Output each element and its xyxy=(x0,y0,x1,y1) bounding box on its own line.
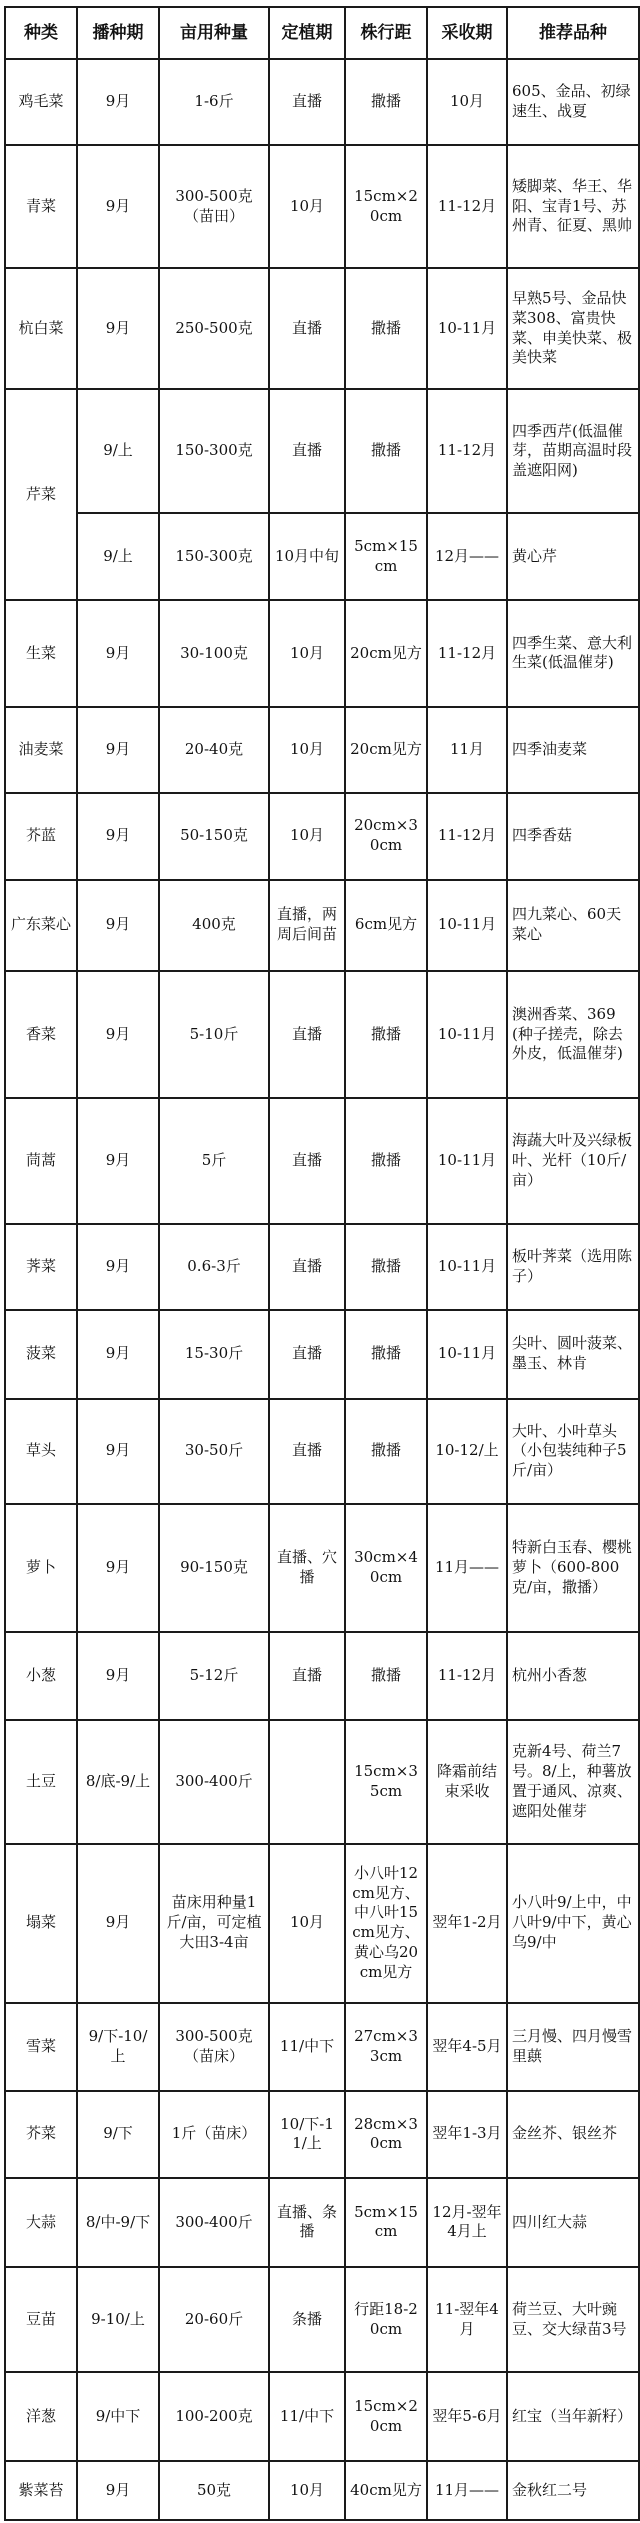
cell-crop: 菠菜 xyxy=(5,1310,77,1399)
cell-sowing: 9月 xyxy=(77,971,159,1098)
cell-crop: 草头 xyxy=(5,1399,77,1504)
table-row xyxy=(5,793,639,880)
cell-harvest: 10月 xyxy=(427,59,507,145)
cell-sowing: 9月 xyxy=(77,1224,159,1310)
cell-seed: 300-500克（苗田） xyxy=(159,145,269,268)
cell-sowing: 9月 xyxy=(77,1399,159,1504)
cell-harvest: 10-11月 xyxy=(427,1098,507,1223)
cell-crop: 萝卜 xyxy=(5,1504,77,1632)
cell-spacing: 撒播 xyxy=(345,1224,427,1310)
cell-variety: 黄心芹 xyxy=(507,513,639,600)
cell-harvest: 10-11月 xyxy=(427,1224,507,1310)
cell-planting: 11/中下 xyxy=(269,2372,345,2461)
table-row xyxy=(5,2178,639,2267)
cell-harvest: 11-12月 xyxy=(427,1632,507,1720)
cell-sowing: 9月 xyxy=(77,145,159,268)
cell-variety: 早熟5号、金品快菜308、富贵快菜、申美快菜、极美快菜 xyxy=(507,268,639,389)
cell-spacing: 行距18-20cm xyxy=(345,2267,427,2372)
cell-spacing: 5cm×15cm xyxy=(345,513,427,600)
cell-spacing: 小八叶12cm见方、中八叶15cm见方、黄心乌20cm见方 xyxy=(345,1844,427,2003)
cell-seed: 5-10斤 xyxy=(159,971,269,1098)
cell-variety: 四九菜心、60天菜心 xyxy=(507,880,639,971)
cell-planting: 直播 xyxy=(269,971,345,1098)
cell-spacing: 撒播 xyxy=(345,1310,427,1399)
table-row xyxy=(5,2372,639,2461)
header-crop: 种类 xyxy=(5,7,77,59)
cell-sowing: 9月 xyxy=(77,59,159,145)
cell-crop: 鸡毛菜 xyxy=(5,59,77,145)
cell-sowing: 9月 xyxy=(77,1504,159,1632)
cell-crop: 土豆 xyxy=(5,1720,77,1843)
cell-variety: 矮脚菜、华王、华阳、宝青1号、苏州青、征夏、黑帅 xyxy=(507,145,639,268)
cell-spacing: 20cm×30cm xyxy=(345,793,427,880)
cell-seed: 400克 xyxy=(159,880,269,971)
table-row xyxy=(5,600,639,706)
table-row xyxy=(5,971,639,1098)
cell-planting xyxy=(269,1720,345,1843)
cell-harvest: 11-12月 xyxy=(427,145,507,268)
cell-harvest: 11月—— xyxy=(427,2461,507,2520)
cell-planting: 直播 xyxy=(269,268,345,389)
header-sowing: 播种期 xyxy=(77,7,159,59)
cell-harvest: 10-12/上 xyxy=(427,1399,507,1504)
cell-sowing: 8/底-9/上 xyxy=(77,1720,159,1843)
cell-spacing: 15cm×20cm xyxy=(345,145,427,268)
table-row xyxy=(5,1224,639,1310)
cell-seed: 50克 xyxy=(159,2461,269,2520)
cell-spacing: 撒播 xyxy=(345,1632,427,1720)
cell-crop: 广东菜心 xyxy=(5,880,77,971)
cell-seed: 5斤 xyxy=(159,1098,269,1223)
table-row xyxy=(5,1720,639,1843)
table-row xyxy=(5,2003,639,2091)
cell-spacing: 28cm×30cm xyxy=(345,2091,427,2178)
cell-variety: 红宝（当年新籽） xyxy=(507,2372,639,2461)
table-row xyxy=(5,1310,639,1399)
cell-variety: 荷兰豆、大叶豌豆、交大绿苗3号 xyxy=(507,2267,639,2372)
cell-sowing: 9/下-10/上 xyxy=(77,2003,159,2091)
table-row xyxy=(5,1844,639,2003)
cell-variety: 605、金品、初绿速生、战夏 xyxy=(507,59,639,145)
cell-variety: 特新白玉春、樱桃萝卜（600-800克/亩，撒播） xyxy=(507,1504,639,1632)
cell-spacing: 6cm见方 xyxy=(345,880,427,971)
cell-sowing: 9/下 xyxy=(77,2091,159,2178)
cell-crop: 雪菜 xyxy=(5,2003,77,2091)
cell-seed: 1-6斤 xyxy=(159,59,269,145)
cell-seed: 30-50斤 xyxy=(159,1399,269,1504)
cell-spacing: 30cm×40cm xyxy=(345,1504,427,1632)
cell-variety: 三月慢、四月慢雪里蕻 xyxy=(507,2003,639,2091)
table-header-row xyxy=(5,7,639,59)
cell-variety: 大叶、小叶草头（小包装纯种子5斤/亩） xyxy=(507,1399,639,1504)
cell-harvest: 11-12月 xyxy=(427,389,507,513)
table-row xyxy=(5,268,639,389)
cell-planting: 10月 xyxy=(269,2461,345,2520)
cell-planting: 11/中下 xyxy=(269,2003,345,2091)
cell-planting: 直播、穴播 xyxy=(269,1504,345,1632)
cell-crop: 芥菜 xyxy=(5,2091,77,2178)
cell-sowing: 8/中-9/下 xyxy=(77,2178,159,2267)
cell-harvest: 翌年5-6月 xyxy=(427,2372,507,2461)
table-row xyxy=(5,513,639,600)
cell-variety: 尖叶、圆叶菠菜、墨玉、林肯 xyxy=(507,1310,639,1399)
cell-harvest: 10-11月 xyxy=(427,971,507,1098)
cell-harvest: 翌年4-5月 xyxy=(427,2003,507,2091)
cell-spacing: 撒播 xyxy=(345,1399,427,1504)
cell-harvest: 11月 xyxy=(427,707,507,793)
cell-spacing: 27cm×33cm xyxy=(345,2003,427,2091)
cell-harvest: 翌年1-3月 xyxy=(427,2091,507,2178)
cell-harvest: 12月-翌年4月上 xyxy=(427,2178,507,2267)
cell-seed: 300-400斤 xyxy=(159,2178,269,2267)
cell-spacing: 撒播 xyxy=(345,389,427,513)
header-harvest: 采收期 xyxy=(427,7,507,59)
cell-crop: 芹菜 xyxy=(5,389,77,600)
cell-spacing: 撒播 xyxy=(345,971,427,1098)
cell-sowing: 9月 xyxy=(77,600,159,706)
cell-planting: 直播 xyxy=(269,1399,345,1504)
header-planting: 定植期 xyxy=(269,7,345,59)
cell-spacing: 撒播 xyxy=(345,268,427,389)
cell-variety: 板叶荠菜（选用陈子） xyxy=(507,1224,639,1310)
cell-harvest: 10-11月 xyxy=(427,1310,507,1399)
cell-crop: 茼蒿 xyxy=(5,1098,77,1223)
cell-sowing: 9/上 xyxy=(77,513,159,600)
cell-variety: 澳洲香菜、369(种子搓壳，除去外皮，低温催芽) xyxy=(507,971,639,1098)
cell-planting: 直播 xyxy=(269,59,345,145)
cell-spacing: 5cm×15cm xyxy=(345,2178,427,2267)
cell-seed: 300-500克（苗床） xyxy=(159,2003,269,2091)
cell-sowing: 9/中下 xyxy=(77,2372,159,2461)
cell-crop: 香菜 xyxy=(5,971,77,1098)
cell-seed: 20-40克 xyxy=(159,707,269,793)
table-row xyxy=(5,59,639,145)
cell-sowing: 9月 xyxy=(77,707,159,793)
cell-harvest: 11月—— xyxy=(427,1504,507,1632)
cell-variety: 四季西芹(低温催芽，苗期高温时段盖遮阳网) xyxy=(507,389,639,513)
cell-planting: 直播 xyxy=(269,1224,345,1310)
table-row xyxy=(5,1504,639,1632)
cell-variety: 四季生菜、意大利生菜(低温催芽) xyxy=(507,600,639,706)
cell-planting: 10月 xyxy=(269,1844,345,2003)
table-row xyxy=(5,2091,639,2178)
cell-harvest: 11-12月 xyxy=(427,793,507,880)
cell-spacing: 15cm×35cm xyxy=(345,1720,427,1843)
cell-sowing: 9月 xyxy=(77,1632,159,1720)
cell-sowing: 9-10/上 xyxy=(77,2267,159,2372)
cell-seed: 50-150克 xyxy=(159,793,269,880)
cell-harvest: 翌年1-2月 xyxy=(427,1844,507,2003)
cell-seed: 90-150克 xyxy=(159,1504,269,1632)
cell-spacing: 20cm见方 xyxy=(345,600,427,706)
cell-crop: 生菜 xyxy=(5,600,77,706)
cell-planting: 直播 xyxy=(269,1098,345,1223)
cell-harvest: 降霜前结束采收 xyxy=(427,1720,507,1843)
table-row xyxy=(5,880,639,971)
cell-seed: 0.6-3斤 xyxy=(159,1224,269,1310)
cell-spacing: 20cm见方 xyxy=(345,707,427,793)
cell-crop: 洋葱 xyxy=(5,2372,77,2461)
cell-seed: 100-200克 xyxy=(159,2372,269,2461)
cell-sowing: 9月 xyxy=(77,1310,159,1399)
cell-spacing: 撒播 xyxy=(345,1098,427,1223)
cell-planting: 10月 xyxy=(269,145,345,268)
table-row xyxy=(5,1399,639,1504)
cell-spacing: 40cm见方 xyxy=(345,2461,427,2520)
table-row xyxy=(5,2461,639,2520)
cell-planting: 10月 xyxy=(269,793,345,880)
cell-crop: 紫菜苔 xyxy=(5,2461,77,2520)
table-row xyxy=(5,1632,639,1720)
cell-planting: 直播 xyxy=(269,1632,345,1720)
table-row xyxy=(5,145,639,268)
cell-seed: 300-400斤 xyxy=(159,1720,269,1843)
cell-sowing: 9月 xyxy=(77,1844,159,2003)
cell-crop: 青菜 xyxy=(5,145,77,268)
cell-harvest: 10-11月 xyxy=(427,268,507,389)
cell-variety: 金秋红二号 xyxy=(507,2461,639,2520)
cell-sowing: 9/上 xyxy=(77,389,159,513)
cell-seed: 20-60斤 xyxy=(159,2267,269,2372)
cell-planting: 10月中旬 xyxy=(269,513,345,600)
cell-sowing: 9月 xyxy=(77,268,159,389)
cell-variety: 杭州小香葱 xyxy=(507,1632,639,1720)
cell-crop: 油麦菜 xyxy=(5,707,77,793)
cell-sowing: 9月 xyxy=(77,2461,159,2520)
cell-crop: 塌菜 xyxy=(5,1844,77,2003)
cell-sowing: 9月 xyxy=(77,880,159,971)
cell-harvest: 11-12月 xyxy=(427,600,507,706)
cell-variety: 四季油麦菜 xyxy=(507,707,639,793)
table-row xyxy=(5,2267,639,2372)
cell-seed: 30-100克 xyxy=(159,600,269,706)
cell-harvest: 11-翌年4月 xyxy=(427,2267,507,2372)
cell-variety: 四季香菇 xyxy=(507,793,639,880)
cell-seed: 15-30斤 xyxy=(159,1310,269,1399)
cell-planting: 条播 xyxy=(269,2267,345,2372)
cell-planting: 直播 xyxy=(269,389,345,513)
cell-variety: 四川红大蒜 xyxy=(507,2178,639,2267)
table-row xyxy=(5,1098,639,1223)
cell-crop: 小葱 xyxy=(5,1632,77,1720)
cell-sowing: 9月 xyxy=(77,1098,159,1223)
cell-variety: 金丝芥、银丝芥 xyxy=(507,2091,639,2178)
cell-variety: 海蔬大叶及兴绿板叶、光杆（10斤/亩） xyxy=(507,1098,639,1223)
cell-crop: 杭白菜 xyxy=(5,268,77,389)
table-row xyxy=(5,389,639,513)
cell-seed: 5-12斤 xyxy=(159,1632,269,1720)
header-spacing: 株行距 xyxy=(345,7,427,59)
header-seed-amount: 亩用种量 xyxy=(159,7,269,59)
cell-crop: 芥蓝 xyxy=(5,793,77,880)
cell-crop: 荠菜 xyxy=(5,1224,77,1310)
cell-seed: 250-500克 xyxy=(159,268,269,389)
cell-sowing: 9月 xyxy=(77,793,159,880)
cell-spacing: 撒播 xyxy=(345,59,427,145)
cell-harvest: 12月—— xyxy=(427,513,507,600)
planting-schedule-table xyxy=(4,6,640,2521)
cell-seed: 1斤（苗床） xyxy=(159,2091,269,2178)
cell-planting: 10月 xyxy=(269,707,345,793)
cell-planting: 直播 xyxy=(269,1310,345,1399)
cell-seed: 苗床用种量1斤/亩，可定植大田3-4亩 xyxy=(159,1844,269,2003)
cell-spacing: 15cm×20cm xyxy=(345,2372,427,2461)
cell-planting: 直播、条播 xyxy=(269,2178,345,2267)
table-row xyxy=(5,707,639,793)
cell-planting: 直播，两周后间苗 xyxy=(269,880,345,971)
cell-variety: 小八叶9/上中，中八叶9/中下，黄心乌9/中 xyxy=(507,1844,639,2003)
cell-crop: 豆苗 xyxy=(5,2267,77,2372)
cell-seed: 150-300克 xyxy=(159,389,269,513)
cell-harvest: 10-11月 xyxy=(427,880,507,971)
cell-variety: 克新4号、荷兰7号。8/上，种薯放置于通风、凉爽、遮阳处催芽 xyxy=(507,1720,639,1843)
cell-planting: 10/下-11/上 xyxy=(269,2091,345,2178)
header-variety: 推荐品种 xyxy=(507,7,639,59)
cell-seed: 150-300克 xyxy=(159,513,269,600)
cell-planting: 10月 xyxy=(269,600,345,706)
cell-crop: 大蒜 xyxy=(5,2178,77,2267)
